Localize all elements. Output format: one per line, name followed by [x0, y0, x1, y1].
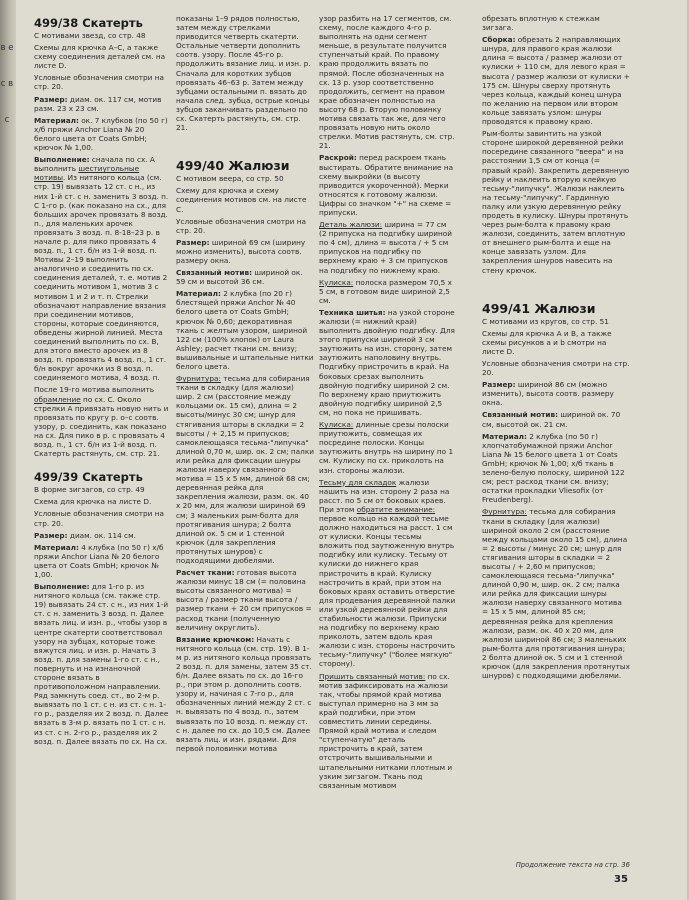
pattern-title: 499/39 Скатерть [34, 470, 143, 485]
pattern-subtitle: В форме зигзагов, со стр. 49 [34, 485, 145, 495]
size-label: Размер: [482, 380, 516, 390]
after-text: После 19-го мотива выполнить [34, 385, 155, 395]
material-paragraph [482, 432, 630, 505]
cut-paragraph [319, 153, 456, 217]
work-text: для 1-го р. из нитяного кольца (см. также стр. 19) вывязать 24 ст. с н., из них 1-й ст. с н. заменить 3 возд. п. Далее вязать лиц. и изн. р., чтобы узор в центре скатерти соответствовал узору на зубцах, которые тоже вяжутся лиц. и изн. р. Начать 3 возд. п. для замены 1-го ст. с н., повернуть и на изнаночной стороне вязать в противоположном направлении. Ряд замкнуть соед. ст., во 2-м р. вывязать по 1 ст. с н. из ст. с н. 1-го р., разделяя их 2 возд. п. Далее вязать в 3-м р. вязать по 1 ст. с н. из ст. с н. 2-го р., разделяя их 2 возд. п. Далее вязать по сх. На сх. [34, 582, 169, 746]
continued-text: обрезать вплотную к стежкам зигзага. [482, 14, 600, 33]
material-text: 2 клубка (по 20 г) блестящей пряжи Anchor № 40 белого цвета от Coats GmbH; крючок № 0,60; декоративная ткань с желтым узором, шириной 122 см (100% хлопок) от Laura Ashley; расчет ткани см. внизу; вышивальные и штапельные нитки белого цвета. [176, 289, 314, 371]
crochet-label: Вязание крючком: [176, 634, 255, 644]
size-text: шириной 86 см (можно изменить), высота соотв. размеру окна. [482, 380, 614, 408]
size-paragraph [34, 531, 170, 540]
material-paragraph [34, 116, 170, 152]
sew-text: на узкой стороне жалюзи (= нижний край) выполнить двойную подгибку. Для этого припуски шириной 3 см заутюжить на изн. сторону, затем заутюжить наполовину внутрь. Подгибку пристрочить в край. На боковых срезах выполнить двойную подгибку шириной 2 см. По верхнему краю приутюжить двойную подгибку шириной 2,5 см, но пока не пришивать. [319, 307, 455, 417]
work-text: сначала по сх. А выполнить [34, 155, 155, 174]
material-text: ок. 7 клубков (по 50 г) x/б пряжи Anchor Liana № 20 белого цвета от Coats GmbH; крючок № 1,00. [34, 115, 168, 153]
motif-paragraph [482, 410, 630, 428]
cut-text: перед раскроем ткань выстирать. Обратите внимание на схему выкройки (в высоту приводится укороченной). Мерки относятся к готовому жалюзи. Цифры со значком "+" на схеме = припуски. [319, 153, 454, 217]
continued-note: Продолжение текста на стр. 36 [515, 861, 630, 869]
work-text-cont: . Из нитяного кольца (см. стр. 19) вывязать 12 ст. с н., из них 1-й ст. с н. заменить 3 возд. п. С 1-го р. (как показано на сх., для больших арочек провязать 8 возд. п., для маленьких арочек провязать 3 возд. п. 8-18–23 р. в начале р. для пико провязать 4 возд. п., 1 ст. б/н из 1-й возд. п. Мотивы 2–19 выполнить аналогично и соединить по сх. соединения деталей, т. е. мотив 2 соединить мотивом 1, мотив 3 с мотивом 1 и 2 и т. п. Стрелки обозначают направление вязания при соединении мотивов, стороны, которые соединяются, обведены жирной линией. Места соединений выполнить по сх. В, для этого вместо арочек из 8 возд. п. провязать 4 возд. п., 1 ст. б/н вокруг арочки из 8 возд. п. соединяемого мотива, 4 возд. п. [34, 173, 169, 383]
strip-text: полоска размером 70,5 x 5 см, в готовом виде шириной 2,5 см. [319, 277, 452, 305]
column-4 [482, 14, 630, 683]
crochet-text: Начать с нитяного кольца (см. стр. 19). В 1-м р. из нитяного кольца провязать 2 возд. п. для замены, затем 35 ст. б/н. Далее вязать по сх. до 16-го р., при этом р. дополнить соотв. узору и, начиная с 7-го р., для обозначенных линий между 2 ст. с н. вывязать по 4 возд. п., затем вывязать по 10 возд. п. между ст. с н. далее по сх. до 10,5 см. Далее вязать лиц. и изн. рядами. Для первой половинки мотива [176, 634, 312, 753]
size-paragraph [34, 95, 170, 113]
spacer [482, 278, 630, 300]
legend-note: Условные обозначения смотри на стр. 20. [176, 216, 306, 235]
legend-note: Условные обозначения смотри на стр. 20. [34, 73, 164, 92]
work-link: шестиугольные мотивы [34, 164, 140, 183]
after-text-cont: по сх. С. Около стрелки А привязать новую нить и провязать по кругу р. о–с соотв. узору, р. соединить, как показано на сх. Для пико в р. с провязать 4 возд. п., 1 ст. б/н из 1-й возд. п. Скатерть растянуть, см. стр. 21. [34, 394, 169, 459]
material-label: Материал: [34, 115, 79, 125]
spacer [176, 135, 314, 157]
strip2-paragraph [319, 420, 456, 475]
strip2-text: длинные срезы полоски приутюжить, совмещая их посредине полоски. Концы заутюжить внутрь на ширину по 1 см. Кулиску по сх. приколоть на изн. стороны жалюзи. [319, 420, 454, 475]
size-paragraph [176, 238, 314, 265]
column-2 [176, 14, 314, 756]
fittings-paragraph [176, 374, 314, 565]
scheme-note: Схема для крючка на листе D. [34, 497, 152, 507]
scheme-note: Схемы для крючка А и В, а также схемы рисунков а и b смотри на листе D. [482, 328, 612, 356]
sew-paragraph [319, 308, 456, 417]
crochet-paragraph [176, 635, 314, 753]
page-number: 35 [614, 874, 628, 885]
fittings-paragraph [482, 507, 630, 680]
motif-label: Связанный мотив: [176, 268, 253, 278]
size-label: Размер: [34, 94, 68, 104]
size-text: шириной 69 см (ширину можно изменить), высота соотв. размеру окна. [176, 237, 306, 265]
pattern-subtitle: С мотивами из кругов, со стр. 51 [482, 316, 609, 326]
cut-detail-label: Деталь жалюзи: [319, 220, 383, 230]
material-label: Материал: [482, 431, 527, 441]
fold-paragraph [319, 478, 456, 669]
size-text: диам. ок. 117 см, мотив разм. 23 x 23 см. [34, 94, 162, 113]
size-label: Размер: [34, 530, 68, 540]
pattern-subtitle: С мотивами звезд, со стр. 48 [34, 31, 146, 40]
pattern-499-40 [176, 159, 314, 753]
work-label: Выполнение: [34, 582, 90, 592]
fold-text-cont: первое кольцо на каждой тесьме должно находиться на расст. 1 см от кулиски. Концы тесьмы вложить под заутюженную внутрь подгибку или кулиску. Тесьму от кулиски до нижнего края пристрочить в край. Кулиску настрочить в край, при этом на боковых краях оставить отверстие для продевания деревянной палки или узкой деревянной рейки для стабильности жалюзи. Припуски на подгибку по верхнему краю приколоть, затем вдоль края жалюзи с изн. стороны настрочить тесьму-"липучку" ("более мягкую" сторону). [319, 513, 456, 669]
material-paragraph [34, 543, 170, 579]
attach-text: по сх. мотив зафиксировать на жалюзи так, чтобы прямой край мотива выступал примерно на 3 мм за край подгибки, при этом совместить линии середины. Прямой край мотива и следом "ступенчатую" деталь пристрочить в край, затем отстрочить вышивальными и штапельными нитками плотным и узким зигзагом. Ткань под связанным мотивом [319, 671, 453, 790]
continued-text: показаны 1–9 рядов полностью, затем между стрелками приводится четверть скатерти. Остальные четверти дополнить соотв. узору. После 45-го р. продолжить вязание лиц. и изн. р. Сначала для коротких зубцов провязать 46–63 р. Затем между зубцами остальными п. вязать до начала след. зубца, острые концы зубцов заканчивать раздельно по сх. Скатерть растянуть, см. стр. 21. [176, 14, 311, 133]
work-label: Выполнение: [34, 155, 90, 165]
spacer [34, 461, 170, 468]
material-label: Материал: [176, 289, 221, 299]
motif-paragraph [176, 268, 314, 286]
fittings-label: Фурнитура: [176, 374, 221, 384]
continued-text: узор разбить на 17 сегментов, см. схему, после каждого 4-го р. выполнять на одни сегмент меньше, в результате получится ступенчатый край. По правому краю продолжить вязать по прямой. После обозначенных на сх. 13 р. узор соответственно продолжить, сегмент на правом крае обозначен полностью на высоту 68 р. Вторую половинку мотива связать так же, для чего провязать новую нить около стрелки. Мотив растянуть, см. стр. 21. [319, 14, 455, 151]
assembly-text: обрезать 2 направляющих шнура, для правого края жалюзи длина = высота / размер жалюзи от кулиски + 110 см, для левого края = высота / размер жалюзи от кулиски + 175 см. Шнуры сверху протянуть через кольца, каждый конец шнура по желанию на первом или втором кольце завязать узлом: шнуры проводятся к правому краю. [482, 35, 630, 127]
assembly-paragraph [482, 35, 630, 126]
scheme-note: Схемы для крючка А–С, а также схему соединения деталей см. на листе D. [34, 43, 166, 71]
fittings-text: тесьма для собирания ткани в складку (для жалюзи) шир. 2 см (расстояние между кольцами ок. 15 см), длина = 2 высоты/минус 30 см; шнур для стягивания шторы в складки = 2 высоты / + 2,15 м припусков; самоклеющаяся тесьма-"липучка" длиной 0,70 м, шир. ок. 2 см; палки или рейка для фиксации шнуры жалюзи наверху связанного мотива = 15 x 5 мм, длиной 68 см; деревянная рейка для закрепления жалюзи, разм. ок. 40 x 20 мм, для жалюзи шириной 69 см; 3 маленьких рым-болта для протягивания шнура; 2 болта длиной ок. 5 см и 1 стенной крючок (для закрепления протянутых шнуров) с подходящими дюбелями. [176, 374, 314, 565]
cut-detail-paragraph [319, 220, 456, 275]
attach-paragraph [319, 672, 456, 790]
material-paragraph [176, 289, 314, 371]
motif-text: шириной ок. 70 см, высотой ок. 21 см. [482, 410, 621, 429]
column-1 [34, 14, 170, 749]
material-text: 4 клубка (по 50 г) x/б пряжи Anchor Liana № 20 белого цвета от Coats GmbH; крючок № 1,00. [34, 542, 164, 579]
fittings-label: Фурнитура: [482, 507, 527, 517]
work-paragraph [34, 582, 170, 746]
pattern-title: 499/38 Скатерть [34, 16, 143, 30]
cut-detail-text: ширина = 77 см (2 припуска на подгибку шириной по 4 см), длина = высота / + 5 см припусков на подгибку по верхнему краю + 3 см припусков на подгибку по нижнему краю. [319, 220, 452, 275]
spine-text: в е с в с [0, 43, 14, 125]
motif-text: шириной ок. 59 см и высотой 36 см. [176, 268, 303, 287]
motif-label: Связанный мотив: [482, 410, 559, 420]
pattern-499-39 [34, 470, 170, 746]
fold-label: Тесьму для складок [319, 477, 397, 487]
fabric-paragraph [176, 568, 314, 632]
after-link: обрамление [34, 394, 81, 404]
pattern-title: 499/40 Жалюзи [176, 158, 290, 174]
strip-paragraph [319, 278, 456, 305]
fabric-label: Расчет ткани: [176, 568, 235, 578]
assembly-label: Сборка: [482, 35, 516, 45]
strip2-label: Кулиска: [319, 420, 354, 430]
pattern-subtitle: С мотивом веера, со стр. 50 [176, 174, 284, 184]
legend-note: Условные обозначения смотри на стр. 20. [482, 359, 630, 378]
size-text: диам. ок. 114 см. [67, 530, 136, 540]
column-3 [319, 14, 456, 793]
work-paragraph [34, 155, 170, 382]
scheme-note: Схему для крючка и схему соединения мотивов см. на листе С. [176, 186, 307, 214]
cut-label: Раскрой: [319, 153, 357, 163]
strip-label: Кулиска: [319, 277, 354, 287]
pattern-499-38 [34, 16, 170, 458]
legend-note: Условные обозначения смотри на стр. 20. [34, 509, 164, 528]
pattern-title: 499/41 Жалюзи [482, 300, 596, 316]
after-paragraph [34, 385, 170, 458]
pattern-499-41 [482, 302, 630, 681]
fold-attention: обратите внимание: [356, 504, 436, 514]
sew-label: Техника шитья: [319, 307, 386, 317]
material-label: Материал: [34, 542, 79, 552]
attach-label: Пришить связанный мотив: [319, 671, 426, 681]
book-spine [0, 0, 16, 900]
fabric-text: готовая высота жалюзи минус 18 см (= половина высоты связанного мотива) = высота / размер ткани высота / размер ткани + 20 см припусков = расход ткани (полученную величину округлить). [176, 568, 312, 632]
material-text: 2 клубка (по 50 г) хлопчатобумажной пряжи Anchor Liana № 15 белого цвета 1 от Coats GmbH; крючок № 1,00; x/б ткань в зелено-белую полоску, шириной 122 см; рест расход ткани см. внизу; остатки прокладки Vliesofix (от Freudenberg). [482, 431, 625, 505]
fold-text: жалюзи нашить на изн. сторону 2 раза на расст. по 5 см от боковых краев. При этом [319, 477, 450, 514]
size-label: Размер: [176, 237, 210, 247]
assembly-paragraph-2: Рым-болты завинтить на узкой стороне широкой деревянной рейки посередине связанного "веера" и на расстоянии 1,5 см от конца (= правый край). Закрепить деревянную рейку и наклеить вторую клейкую тесьму-"липучку". Жалюзи наклеить на тесьму-"липучку". Гардинную палку или узкую деревянную рейку продеть в кулиску. Шнуры протянуть через рым-болта к правому краю жалюзи, соединить, затем вплотную от внешнего рым-болта и еще на конце завязать узлом. Для закрепления шнуров навесить на стену крючок. [482, 129, 630, 275]
size-paragraph [482, 380, 630, 407]
fittings-text: тесьма для собирания ткани в складку (для жалюзи) шириной около 2 см (расстояние между кольцами около 15 см), длина = 2 высоты / минус 20 см; шнур для стягивания шторы в складки = 2 высоты / + 2,60 м припусков; самоклеющаяся тесьма-"липучка" длиной 0,90 м, шир. ок. 2 см; палка или рейка для фиксации шнуры жалюзи наверху связанного мотива = 15 x 5 мм, длиной 85 см; деревянная рейка для крепления жалюзи, разм. ок. 40 x 20 мм, для жалюзи шириной 86 см; 3 маленьких рым-болта для протягивания шнура; 2 болта длиной ок. 5 см и 1 стенной крючок (для закрепления протянутых шнуров) с подходящими дюбелями. [482, 507, 630, 681]
